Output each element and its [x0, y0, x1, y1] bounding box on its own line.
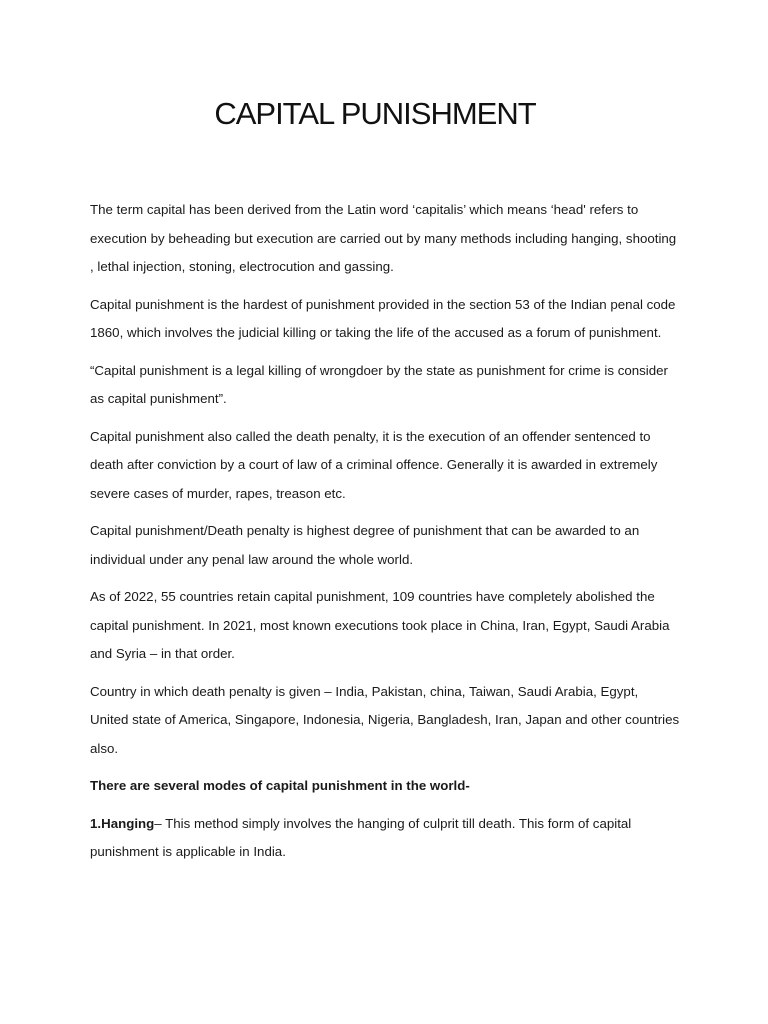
- paragraph-ipc-section: Capital punishment is the hardest of punishment provided in the section 53 of the Indian penal code 1860, which involves the judicial killing or taking the life of the accused as a forum of punishment.: [90, 296, 676, 340]
- paragraph-countries: Country in which death penalty is given – India, Pakistan, china, Taiwan, Saudi Arabia, Egypt, United state of America, Singapore, Indonesia, Nigeria, Bangladesh, Iran, Japan and other countries also.: [90, 683, 680, 756]
- hanging-label: 1.Hanging: [90, 815, 155, 831]
- hanging-text: – This method simply involves the hanging of culprit till death. This form of capital punishment is applicable in India.: [90, 815, 632, 859]
- paragraph-quote: “Capital punishment is a legal killing of wrongdoer by the state as punishment for crime is consider as capital punishment”.: [90, 362, 668, 406]
- paragraph-highest-degree: Capital punishment/Death penalty is highest degree of punishment that can be awarded to an individual under any penal law around the whole world.: [90, 523, 640, 567]
- paragraph-statistics: As of 2022, 55 countries retain capital punishment, 109 countries have completely abolished the capital punishment. In 2021, most known executions took place in China, Iran, Egypt, Saudi Arabia and Syria – in that order.: [90, 589, 670, 661]
- paragraph-death-penalty: Capital punishment also called the death penalty, it is the execution of an offender sentenced to death after conviction by a court of law of a criminal offence. Generally it is awarded in extremely severe cases of murder, rapes, treason etc.: [90, 428, 658, 501]
- document-body: [90, 196, 680, 876]
- paragraph-hanging: [90, 810, 680, 867]
- page-title: CAPITAL PUNISHMENT: [214, 96, 536, 131]
- modes-heading: There are several modes of capital punishment in the world-: [90, 778, 470, 793]
- paragraph-definition: The term capital has been derived from the Latin word ‘capitalis’ which means ‘head' refers to execution by beheading but execution are carried out by many methods including hanging, shooting , lethal injection, stoning, electrocution and gassing.: [90, 202, 677, 274]
